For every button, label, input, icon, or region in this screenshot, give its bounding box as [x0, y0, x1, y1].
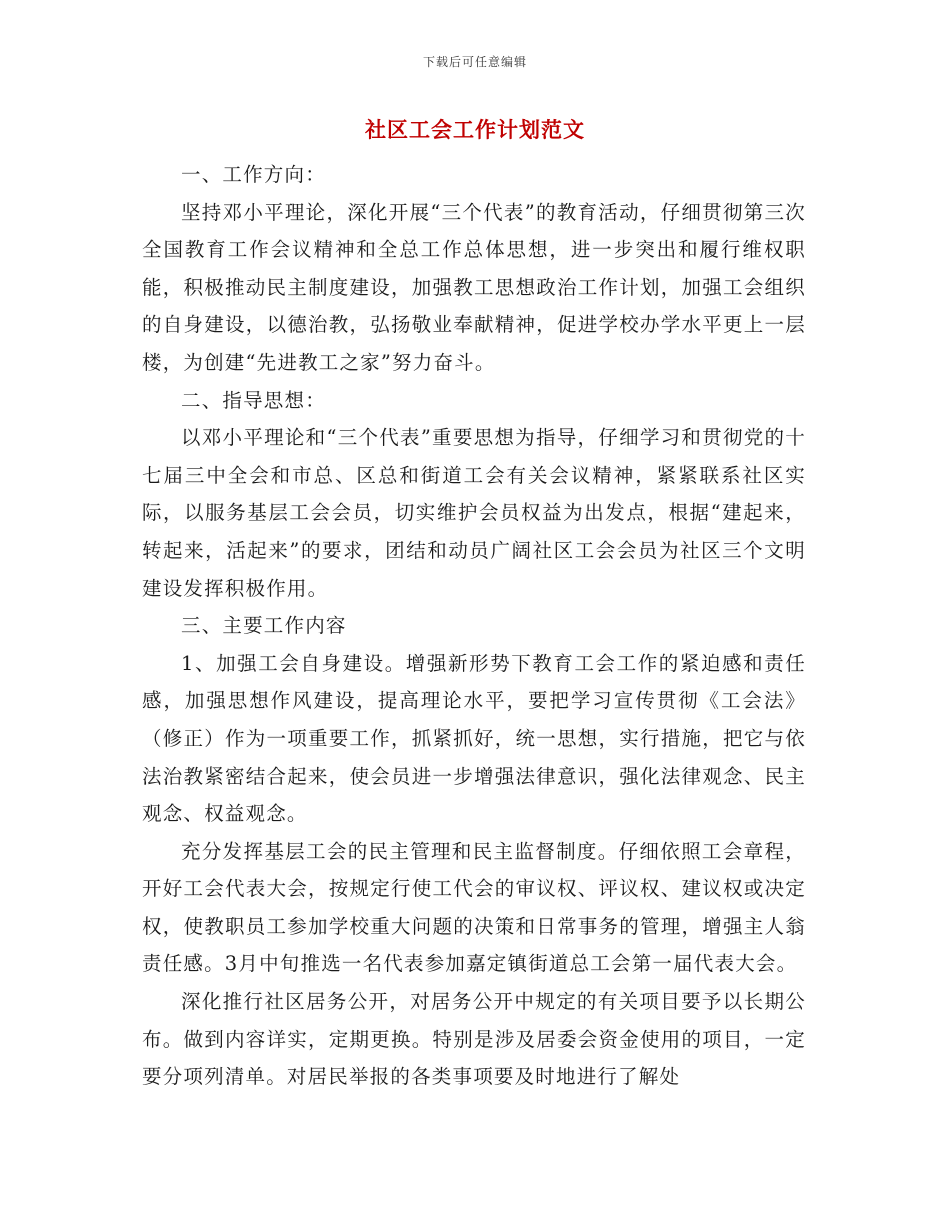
section-heading-main-work: 三、主要工作内容 [181, 614, 347, 638]
paragraph-democratic-management: 充分发挥基层工会的民主管理和民主监督制度。仔细依照工会章程，开好工会代表大会，按规定行使工代会的审议权、评议权、建议权或决定权，使教职员工参加学校重大问题的决策和日常事务的管理，增强主人翁责任感。3月中旬推选一名代表参加嘉定镇街道总工会第一届代表大会。 [142, 839, 806, 976]
paragraph-union-self-building: 1、加强工会自身建设。增强新形势下教育工会工作的紧迫感和责任感，加强思想作风建设，提高理论水平，要把学习宣传贯彻《工会法》（修正）作为一项重要工作，抓紧抓好，统一思想，实行措施，把它与依法治教紧密结合起来，使会员进一步增强法律意识，强化法律观念、民主观念、权益观念。 [142, 651, 806, 826]
paragraph-direction-body: 坚持邓小平理论，深化开展“三个代表”的教育活动，仔细贯彻第三次全国教育工作会议精神和全总工作总体思想，进一步突出和履行维权职能，积极推动民主制度建设，加强教工思想政治工作计划，加强工会组织的自身建设，以德治教，弘扬敬业奉献精神，促进学校办学水平更上一层楼，为创建“先进教工之家”努力奋斗。 [142, 200, 806, 374]
paragraph-guiding-thought-body: 以邓小平理论和“三个代表”重要思想为指导，仔细学习和贯彻党的十七届三中全会和市总、区总和街道工会有关会议精神，紧紧联系社区实际，以服务基层工会会员，切实维护会员权益为出发点，根据“建起来，转起来，活起来”的要求，团结和动员广阔社区工会会员为社区三个文明建设发挥积极作用。 [142, 426, 806, 600]
paragraph-community-affairs: 深化推行社区居务公开，对居务公开中规定的有关项目要予以长期公布。做到内容详实，定期更换。特别是涉及居委会资金使用的项目，一定要分项列清单。对居民举报的各类事项要及时地进行了解处 [142, 990, 806, 1089]
page-header-note: 下载后可任意编辑 [422, 55, 527, 69]
document-body [142, 156, 806, 1096]
document-title: 社区工会工作计划范文 [365, 117, 585, 142]
section-heading-direction: 一、工作方向： [181, 163, 326, 186]
section-heading-guiding-thought: 二、指导思想： [181, 388, 326, 412]
